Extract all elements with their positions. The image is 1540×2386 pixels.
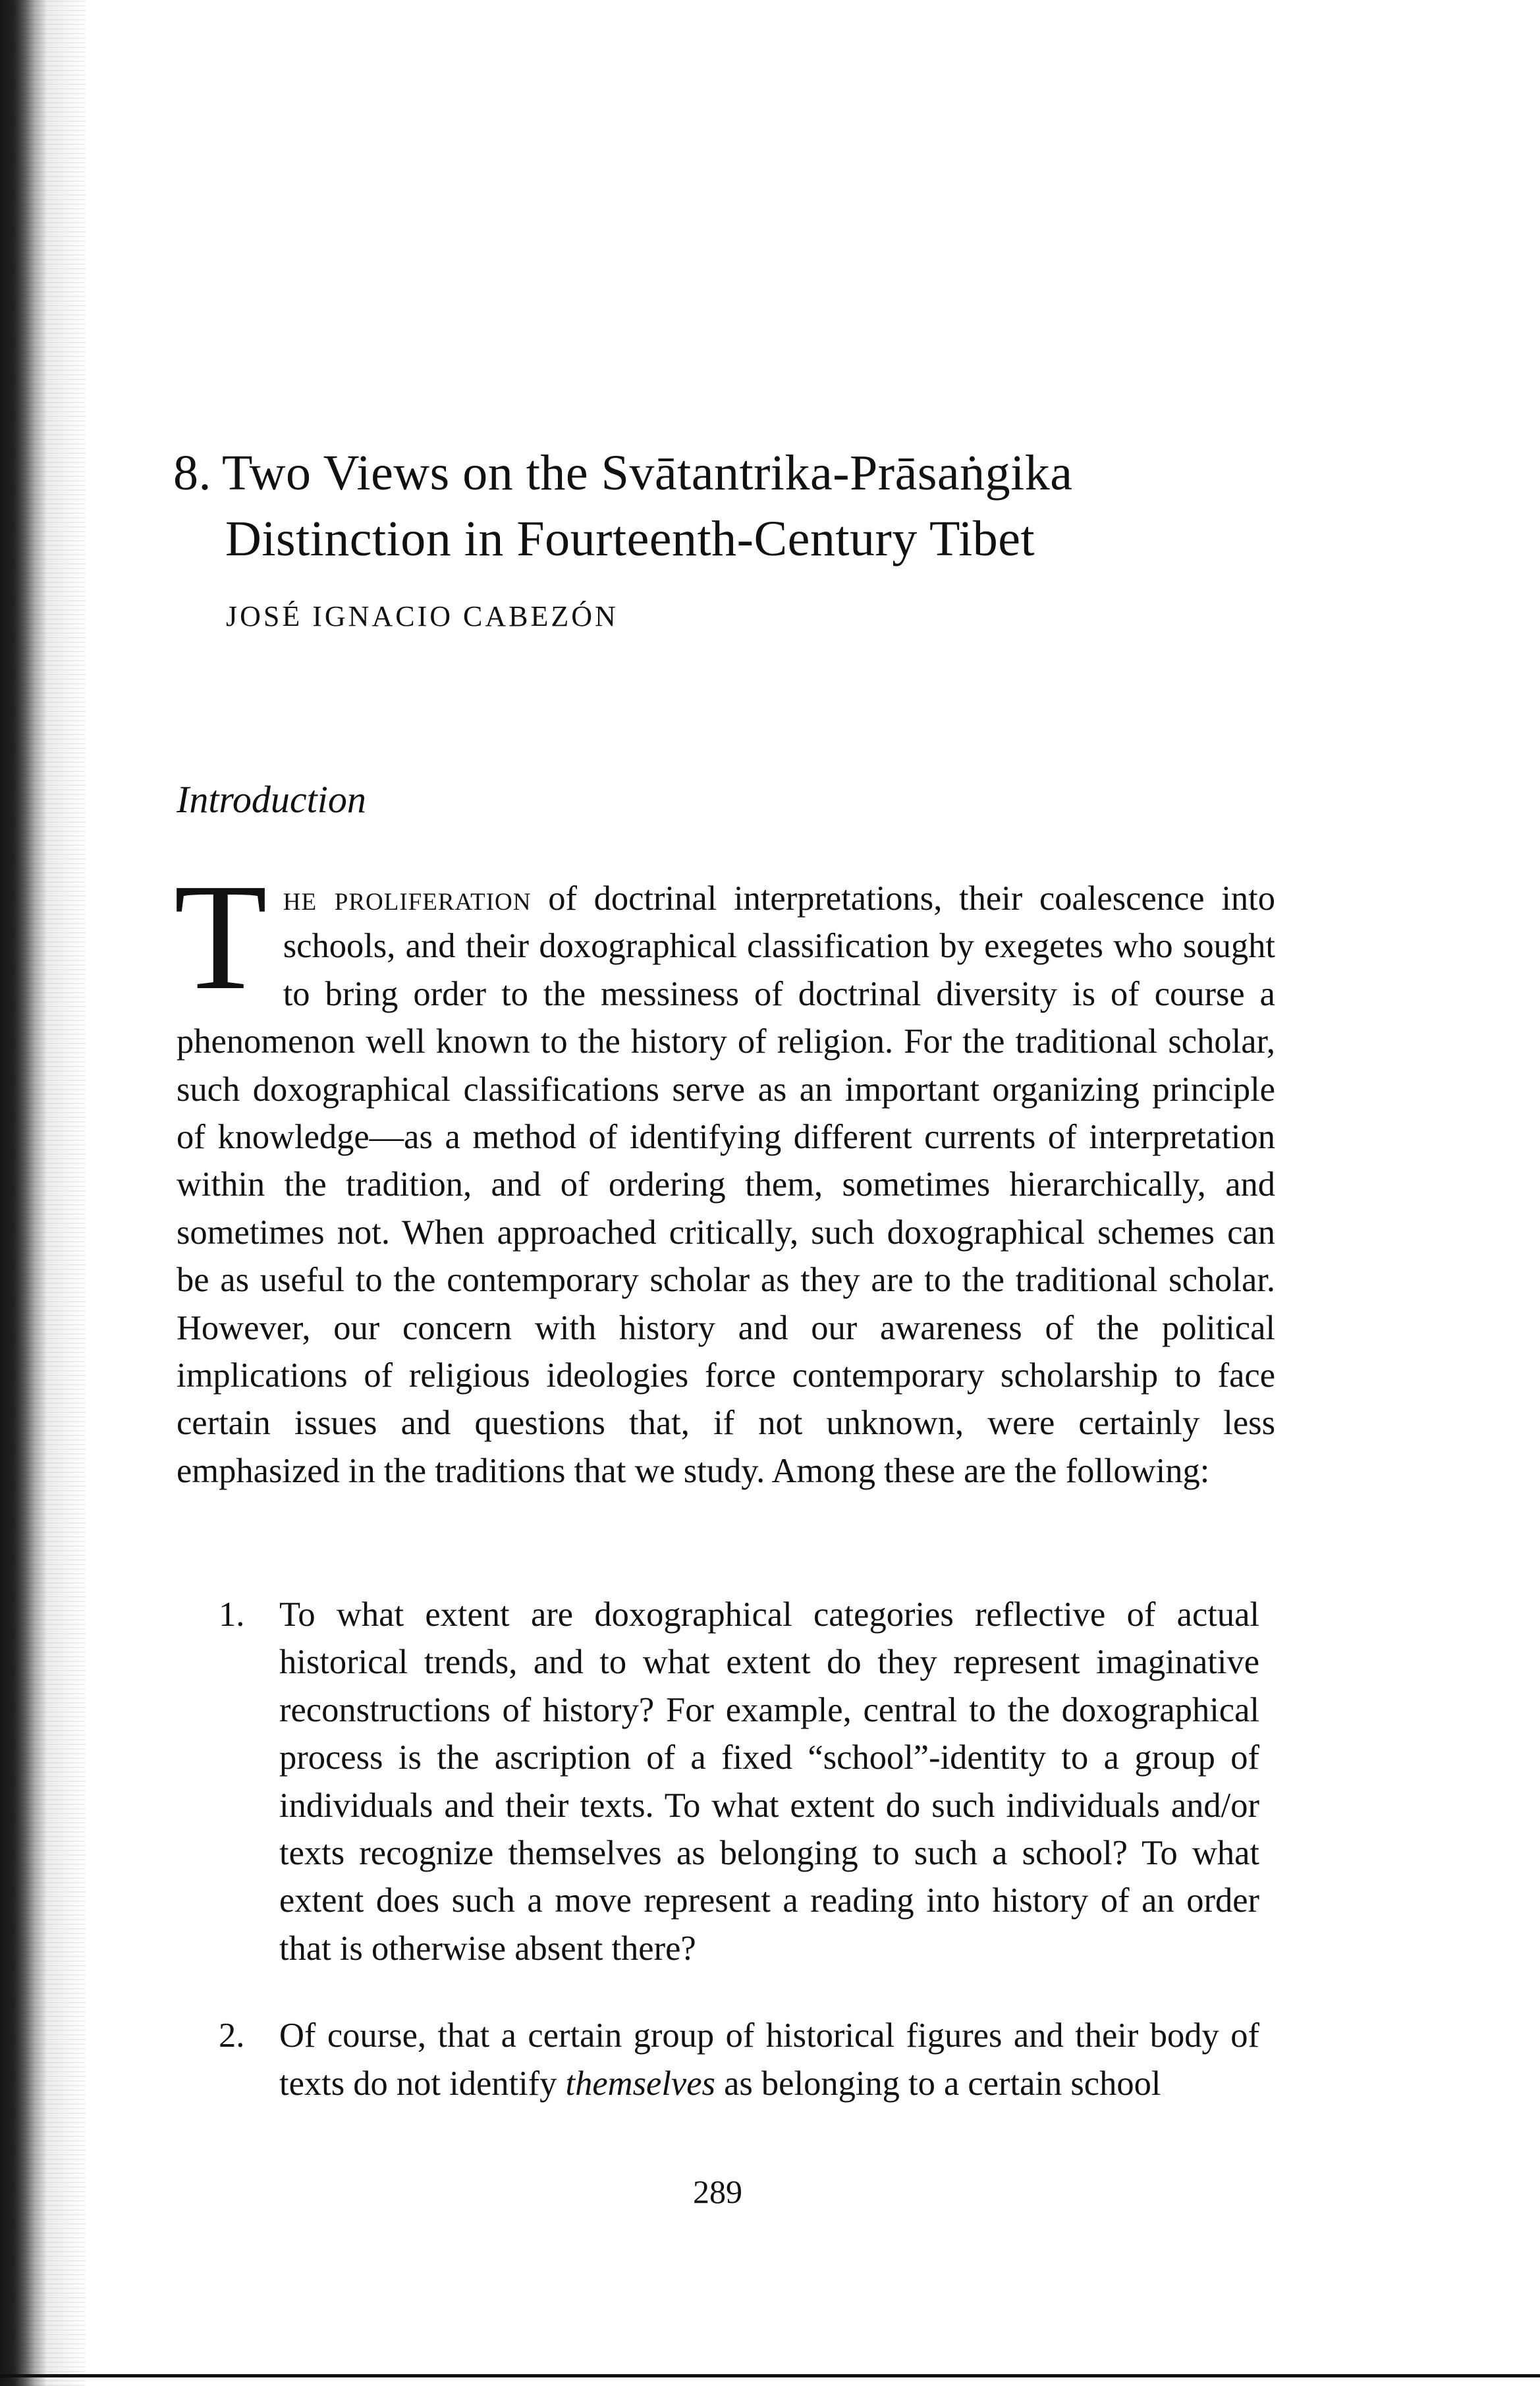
list-item-text-before: Of course, that a certain group of historical figures and their body of texts do not identify: [279, 2016, 1259, 2103]
chapter-number: 8.: [173, 445, 211, 501]
list-item-number: 2.: [219, 2016, 245, 2055]
intro-paragraph-text: of doctrinal interpretations, their coalescence into schools, and their doxographical classification by exegetes who sought to bring order to the messiness of doctrinal diversity is of course a phenomenon well known to the history of religion. For the traditional scholar, such doxographical classifications serve as an important organizing principle of knowledge—as a method of identifying different currents of interpretation within the tradition, and of ordering them, sometimes hierarchically, and sometimes not. When approached critically, such doxographical schemes can be as useful to the contemporary scholar as they are to the traditional scholar. However, our concern with history and our awareness of the political implications of religious ideologies force contemporary scholarship to face certain issues and questions that, if not unknown, were certainly less emphasized in the traditions that we study. Among these are the following:: [177, 879, 1275, 1490]
list-item: [219, 2012, 1259, 2107]
drop-cap: T: [174, 852, 267, 1022]
list-item-text: To what extent are doxographical categories reflective of actual historical trends, and to what extent do they represent imaginative reconstructions of history? For example, central to the doxographical process is the ascription of a fixed “school”-identity to a group of individuals and their texts. To what extent do such individuals and/or texts recognize themselves as belonging to such a school? To what extent does such a move represent a reading into history of an order that is otherwise absent there?: [279, 1595, 1259, 1968]
section-heading: Introduction: [177, 778, 366, 821]
chapter-title: [173, 440, 1428, 572]
bottom-edge-rule: [0, 2374, 1540, 2377]
list-item-emphasis: themselves: [565, 2064, 715, 2103]
chapter-title-line-1: Two Views on the Svātantrika-Prāsaṅgika: [222, 445, 1073, 501]
chapter-title-line-2: Distinction in Fourteenth-Century Tibet: [225, 511, 1035, 567]
page-number: 289: [693, 2173, 742, 2210]
author-name: JOSÉ IGNACIO CABEZÓN: [226, 600, 619, 632]
list-item: [219, 1591, 1259, 1972]
binding-speckle: [0, 0, 86, 2386]
list-item-number: 1.: [219, 1595, 245, 1634]
list-item-text-after: as belonging to a certain school: [715, 2064, 1161, 2103]
intro-paragraph: [174, 852, 1275, 1495]
question-list: [177, 1591, 1277, 2107]
lead-smallcaps: he proliferation: [283, 879, 532, 918]
